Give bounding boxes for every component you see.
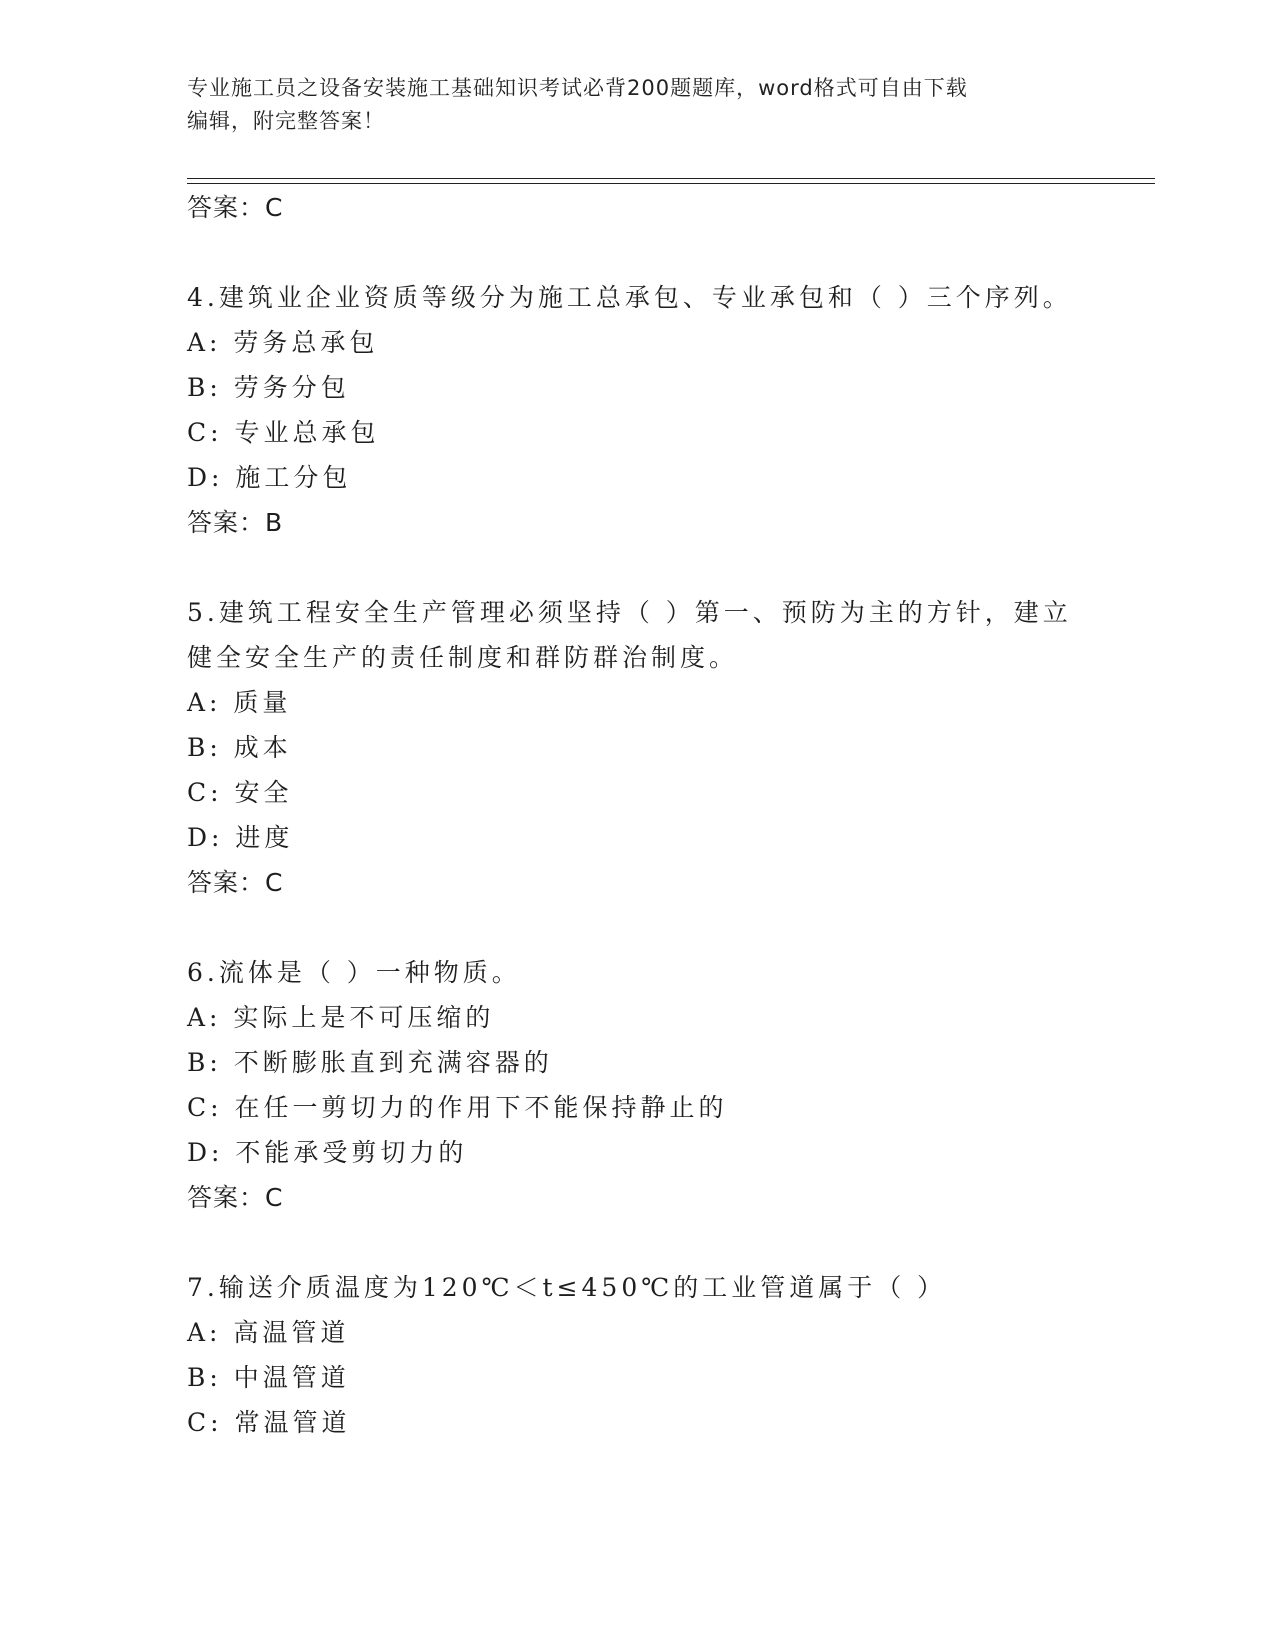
question-5-option-b: B: 成本 [187,733,292,762]
question-6-stem: 6.流体是（ ）一种物质。 [187,958,521,987]
question-7-option-b: B: 中温管道 [187,1363,350,1392]
question-5-stem-line-1: 5.建筑工程安全生产管理必须坚持（ ）第一、预防为主的方针，建立 [187,598,1072,627]
question-5-option-c: C: 安全 [187,778,293,807]
question-5-option-a: A: 质量 [187,688,292,717]
question-4-option-a: A: 劳务总承包 [187,328,379,357]
question-6-option-a: A: 实际上是不可压缩的 [187,1003,495,1032]
question-6-answer: 答案：C [187,1183,284,1212]
question-6-option-b: B: 不断膨胀直到充满容器的 [187,1048,553,1077]
question-6-option-d: D: 不能承受剪切力的 [187,1138,468,1167]
question-4-stem: 4.建筑业企业资质等级分为施工总承包、专业承包和（ ）三个序列。 [187,283,1072,312]
question-7-option-c: C: 常温管道 [187,1408,351,1437]
prev-answer: 答案：C [187,193,284,222]
header-line-2: 编辑，附完整答案！ [187,109,385,133]
question-5-option-d: D: 进度 [187,823,294,852]
question-7-option-a: A: 高温管道 [187,1318,350,1347]
header-rule-top [187,178,1155,179]
header-line-1: 专业施工员之设备安装施工基础知识考试必背200题题库，word格式可自由下载 [187,76,968,100]
question-4-option-b: B: 劳务分包 [187,373,350,402]
question-5-stem-line-2: 健全安全生产的责任制度和群防群治制度。 [187,643,739,672]
header-rule-bottom [187,183,1155,184]
document-header [187,72,1067,138]
question-6-option-c: C: 在任一剪切力的作用下不能保持静止的 [187,1093,728,1122]
question-4-option-d: D: 施工分包 [187,463,352,492]
question-4-answer: 答案：B [187,508,284,537]
question-5-answer: 答案：C [187,868,284,897]
question-4-option-c: C: 专业总承包 [187,418,380,447]
question-7-stem: 7.输送介质温度为120℃＜t≤450℃的工业管道属于（ ） [187,1273,947,1302]
